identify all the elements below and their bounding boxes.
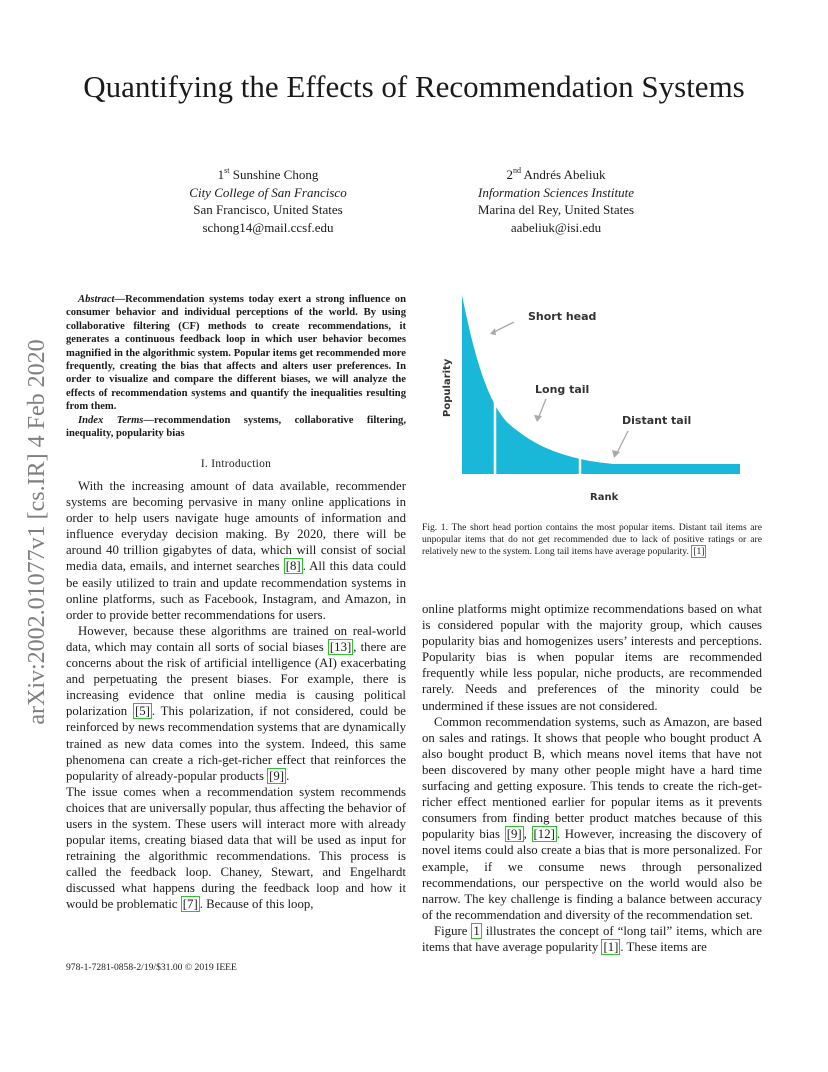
author-email[interactable]: aabeliuk@isi.edu bbox=[510, 219, 602, 235]
author-email[interactable]: schong14@mail.ccsf.edu bbox=[202, 219, 334, 235]
right-column-body bbox=[422, 601, 762, 955]
citation-link[interactable]: [7] bbox=[182, 897, 198, 912]
figure-long-tail bbox=[430, 285, 770, 510]
caption-label: Fig. 1. bbox=[422, 522, 449, 533]
paragraph: With the increasing amount of data available, recommender systems are becoming pervasive in many online applications in order to help users navigate huge amounts of information and influence everyday decision making. By 2020, there will be around 40 trillion gigabytes of data, which will consist of social media data, emails, and internet searches [8] . All this data could be easily utilized to train and update recommendation systems in online platforms, such as Facebook, Instagram, and Amazon, in order to provide better recommendations for users. bbox=[66, 479, 406, 622]
copyright-footer: 978-1-7281-0858-2/19/$31.00 © 2019 IEEE bbox=[66, 962, 237, 973]
author-location: San Francisco, United States bbox=[193, 202, 343, 217]
distant-tail-arrow-icon bbox=[612, 431, 628, 458]
abstract-label: Abstract bbox=[78, 294, 115, 305]
annotation-short-head: Short head bbox=[528, 310, 597, 323]
index-terms-text: —recommendation systems, collaborative filtering, inequality, popularity bias bbox=[66, 414, 406, 440]
figure-link[interactable]: 1 bbox=[473, 923, 480, 938]
citation-link[interactable]: [12] bbox=[533, 827, 555, 842]
paragraph: However, because these algorithms are trained on real-world data, which may contain all sorts of social biases [13] , there are concerns about the risk of artificial intelligence (AI) exacerbating and perpetuating the present biases. For example, there is increasing evidence that online media is causing political polarization [5] . This polarization, if not considered, could be reinforced by news recommendation systems that are dynamically trained as new data comes into the system. Indeed, this same phenomena can create a rich-get-richer effect that reinforces the popularity of already-popular products [9] . bbox=[66, 623, 406, 783]
citation-link[interactable]: [9] bbox=[269, 768, 285, 783]
author-affiliation: City College of San Francisco bbox=[189, 184, 347, 200]
long-tail-chart bbox=[430, 285, 770, 510]
author-affiliation: Information Sciences Institute bbox=[478, 184, 634, 200]
section-heading: I. Introduction bbox=[200, 458, 272, 470]
long-tail-arrow-icon bbox=[534, 399, 546, 422]
citation-link[interactable]: [1] bbox=[693, 546, 705, 558]
caption-text: The short head portion contains the most popular items. Distant tail items are unpopular items that do not get recommended due to lack of positive ratings or are relatively new to the system. Long tail items have average popularity. bbox=[422, 522, 762, 558]
paragraph: Common recommendation systems, such as Amazon, are based on sales and ratings. It shows that people who bought product A also bought product B, which means novel items that have not been discovered by many other people might have a hard time surfacing and getting exposure. This tends to create the rich-get-richer effect mentioned earlier for popular items as it prevents consumers from finding better product matches because of this popularity bias [9] , [12] . However, increasing the discovery of novel items could also create a bias that is more personalized. For example, if we consume news through personalized recommendations, our perspective on the world would also be narrow. The key challenge is finding a balance between accuracy of the recommendation and diversity of the recommendation set. bbox=[422, 714, 762, 922]
abstract bbox=[66, 293, 406, 440]
x-axis-label: Rank bbox=[590, 492, 619, 503]
citation-link[interactable]: [1] bbox=[603, 939, 619, 954]
short-head-arrow-icon bbox=[490, 322, 514, 335]
figure-caption bbox=[422, 522, 762, 558]
author-location: Marina del Rey, United States bbox=[477, 202, 635, 217]
paper-title: Quantifying the Effects of Recommendation Systems bbox=[83, 69, 745, 104]
paragraph: Figure 1 illustrates the concept of “long tail” items, which are items that have average popularity [1] . These items are bbox=[422, 923, 762, 954]
popularity-area bbox=[462, 295, 740, 473]
author-name: 1st Sunshine Chong bbox=[217, 166, 319, 182]
author-name: 2nd Andrés Abeliuk bbox=[506, 166, 606, 182]
citation-link[interactable]: [8] bbox=[285, 559, 301, 574]
citation-link[interactable]: [13] bbox=[329, 639, 352, 654]
paragraph: The issue comes when a recommendation system recommends choices that are universally popular, thus affecting the behavior of users in the system. These users will interact more with already popular items, creating biased data that will be used as input for retraining the algorithmic recommendations. This process is called the feedback loop. Chaney, Stewart, and Engelhardt discussed what happens during the feedback loop and how it would be problematic [7] . Because of this loop, bbox=[66, 784, 406, 912]
citation-link[interactable]: [5] bbox=[134, 704, 150, 719]
paragraph: online platforms might optimize recommendations based on what is considered popular with the majority group, which causes popularity bias and homogenizes users’ interests and perceptions. Popularity bias is when popular items are recommended frequently while less popular, niche products, are recommended rarely. Needs and preferences of the minority could be undermined if these issues are not considered. bbox=[422, 602, 762, 713]
annotation-distant-tail: Distant tail bbox=[622, 414, 692, 427]
abstract-text: —Recommendation systems today exert a strong influence on consumer behavior and individual perceptions of the world. By using collaborative filtering (CF) methods to create recommendations, it generates a continuous feedback loop in which user behavior becomes magnified in the algorithmic system. Popular items get recommended more frequently, creating the bias that affects and alters user preferences. In order to visualize and compare the different biases, we will analyze the effects of recommendation systems and quantify the inequalities resulting from them. bbox=[66, 294, 406, 413]
y-axis-label: Popularity bbox=[442, 358, 453, 417]
left-column-body bbox=[66, 478, 406, 913]
author-block-1 bbox=[148, 162, 388, 236]
author-block-2 bbox=[436, 162, 676, 236]
annotation-long-tail: Long tail bbox=[535, 383, 590, 396]
tail-baseline bbox=[462, 464, 740, 474]
arxiv-identifier: arXiv:2002.01077v1 [cs.IR] 4 Feb 2020 bbox=[24, 339, 50, 725]
citation-link[interactable]: [9] bbox=[506, 827, 522, 842]
index-terms-label: Index Terms bbox=[78, 414, 144, 426]
